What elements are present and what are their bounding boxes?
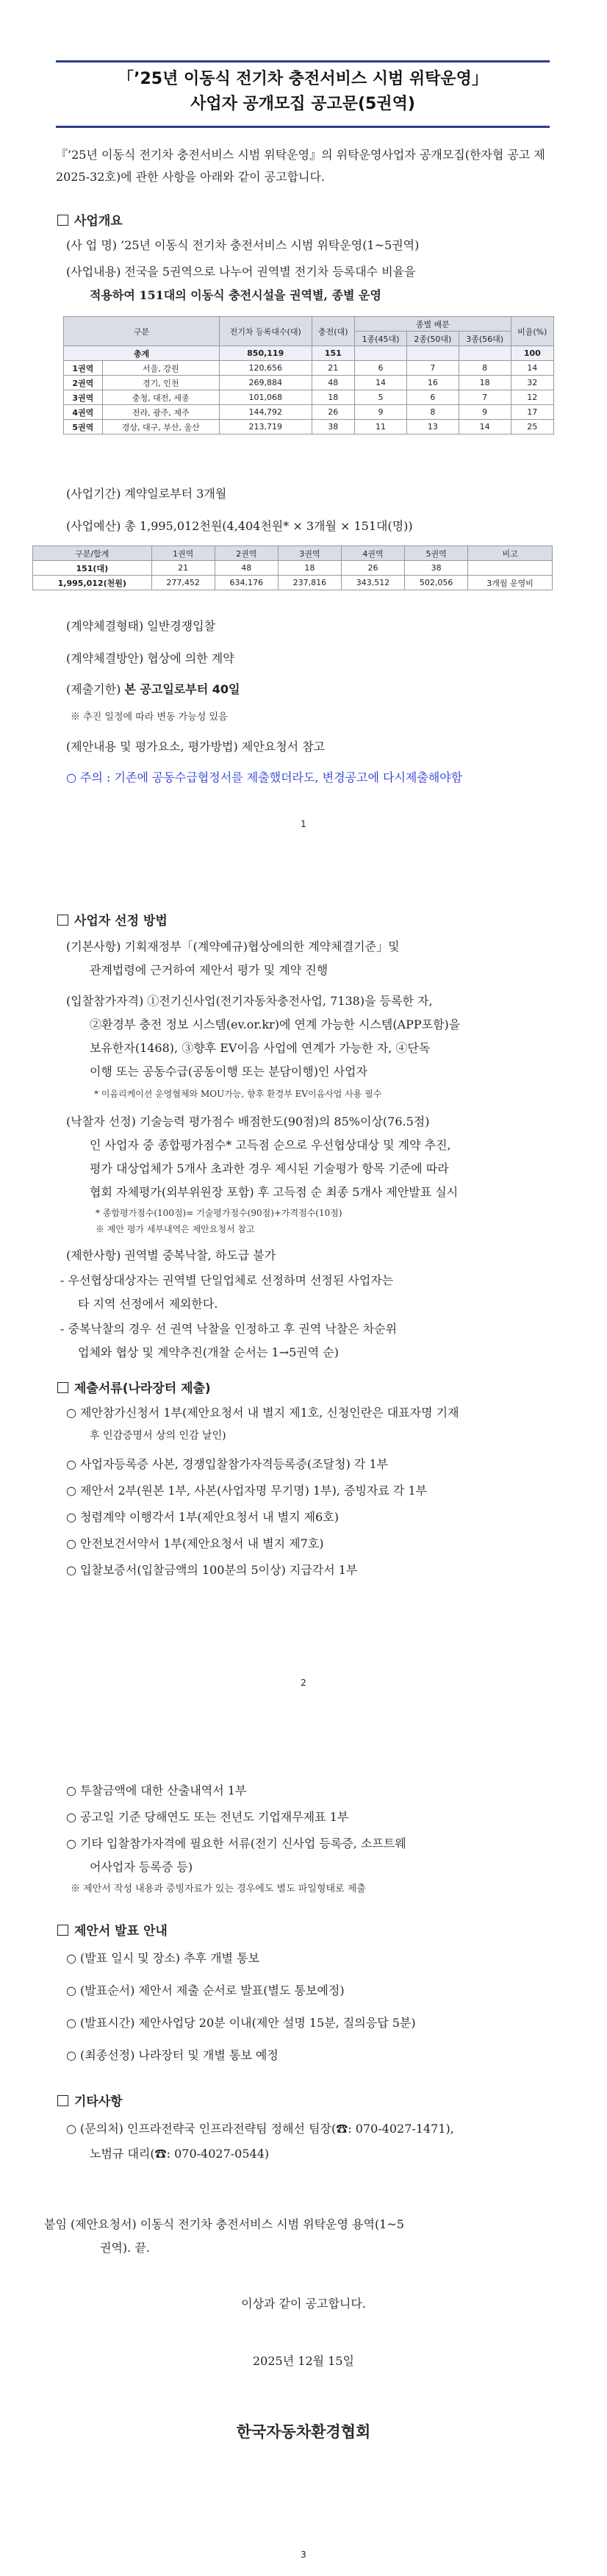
section-documents-heading: 제출서류(나라장터 제출) (57, 1378, 211, 1396)
project-period: (사업기간) 계약일로부터 3개월 (66, 487, 227, 501)
table-header: 4권역 (341, 546, 404, 561)
award-note1: * 종합평가점수(100점)= 기술평가점수(90점)+가격점수(10점) (96, 1208, 342, 1218)
closing-text: 이상과 같이 공고합니다. (241, 2297, 366, 2311)
table-row: 151(대) 21 48 18 26 38 (33, 561, 553, 576)
table-row: 총계 850,119 151 100 (64, 346, 554, 361)
award-line2: 인 사업자 중 종합평가점수* 고득점 순으로 우선협상대상 및 계약 추진, (90, 1138, 451, 1152)
table-header: 구분 (64, 317, 220, 346)
budget-table (32, 545, 553, 590)
table-header: 구분/합계 (33, 546, 152, 561)
doc-line: ○ 공고일 기준 당해연도 또는 전년도 기업재무제표 1부 (66, 1810, 349, 1824)
doc-note: ※ 제안서 작성 내용과 증빙자료가 있는 경우에도 별도 파일형태로 제출 (71, 1883, 366, 1895)
doc-line: ○ 투찰금액에 대한 산출내역서 1부 (66, 1783, 247, 1797)
doc-line: ○ 입찰보증서(입찰금액의 100분의 5이상) 지급각서 1부 (66, 1563, 358, 1577)
qual-line1: (입찰참가자격) ①전기신사업(전기자동차충전사업, 7138)을 등록한 자, (66, 994, 433, 1008)
doc-line: ○ 사업자등록증 사본, 경쟁입찰참가자격등록증(조달청) 각 1부 (66, 1457, 389, 1471)
table-row: 3권역 충청, 대전, 세종 101,068 18 5 6 7 12 (64, 390, 554, 405)
table-row: 1권역 서울, 강원 120,656 21 6 7 8 14 (64, 361, 554, 376)
organization-name: 한국자동차환경협회 (236, 2423, 371, 2441)
attachment-line2: 권역). 끝. (100, 2241, 150, 2255)
schedule-note: ※ 추진 일정에 따라 변동 가능성 있음 (71, 712, 228, 723)
page-number: 1 (301, 819, 306, 829)
title-box (56, 60, 550, 128)
title-line2: 사업자 공개모집 공고문(5권역) (190, 95, 415, 113)
table-header: 비고 (468, 546, 553, 561)
page-number: 3 (301, 2550, 306, 2560)
award-line3: 평가 대상업체가 5개사 초과한 경우 제시된 기술평가 항목 기준에 따라 (90, 1162, 449, 1176)
project-content-2: 적용하여 151대의 이동식 충전시설을 권역별, 종별 운영 (90, 288, 381, 302)
table-header: 비율(%) (511, 317, 553, 346)
table-header: 1권역 (151, 546, 215, 561)
deadline: (제출기한) 본 공고일로부터 40일 (66, 682, 240, 696)
table-subheader: 2종(50대) (406, 332, 459, 346)
section-overview-heading: 사업개요 (57, 210, 123, 229)
table-row: 4권역 전라, 광주, 제주 144,792 26 9 8 9 17 (64, 405, 554, 420)
limit-line: (제한사항) 권역별 중복낙찰, 하도급 불가 (66, 1248, 276, 1262)
limit-b1: - 중복낙찰의 경우 선 권역 낙찰을 인정하고 후 권역 낙찰은 차순위 (60, 1322, 398, 1336)
presentation-line: ○ (발표순서) 제안서 제출 순서로 발표(별도 통보예정) (66, 1983, 345, 1997)
section-selection-heading: 사업자 선정 방법 (57, 910, 168, 929)
qual-line3: 보유한자(1468), ③향후 EV이음 사업에 연계가 가능한 자, ④단독 (90, 1041, 431, 1055)
qual-note: * 이음리케이션 운영협체와 MOU가능, 향후 환경부 EV이음사업 사용 필수 (94, 1089, 382, 1099)
table-subheader: 3종(56대) (459, 332, 511, 346)
checkbox-square-icon (57, 1925, 68, 1936)
doc-line: 어사업자 등록증 등) (90, 1860, 193, 1874)
presentation-line: ○ (발표시간) 제안사업당 20분 이내(제안 설명 15분, 질의응답 5분) (66, 2016, 416, 2030)
contract-method: (계약체결방안) 협상에 의한 계약 (66, 651, 234, 665)
limit-a2: 타 지역 선정에서 제외한다. (78, 1297, 218, 1311)
doc-line: ○ 기타 입찰참가자격에 필요한 서류(전기 신사업 등록증, 소프트웨 (66, 1836, 406, 1850)
table-row: 1,995,012(천원) 277,452 634,176 237,816 343,512 502,056 3개월 운영비 (33, 576, 553, 590)
project-content-1: (사업내용) 전국을 5권역으로 나누어 권역별 전기차 등록대수 비율을 (66, 265, 416, 279)
title-line1: 「’25년 이동식 전기차 충전서비스 시범 위탁운영」 (118, 70, 488, 88)
region-table (63, 316, 554, 434)
project-budget: (사업예산) 총 1,995,012천원(4,404천원* × 3개월 × 151대(명)) (66, 519, 413, 533)
basic-line1: (기본사항) 기획재정부「(계약예규)협상에의한 계약체결기준」및 (66, 940, 400, 954)
table-header: 3권역 (278, 546, 341, 561)
checkbox-square-icon (57, 2095, 68, 2106)
announcement-date: 2025년 12월 15일 (253, 2354, 354, 2368)
project-name: (사 업 명) ’25년 이동식 전기차 충전서비스 시범 위탁운영(1~5권역) (66, 238, 420, 252)
doc-line: 후 인감증명서 상의 인감 날인) (90, 1430, 226, 1442)
doc-line: ○ 청렴계약 이행각서 1부(제안요청서 내 별지 제6호) (66, 1510, 339, 1524)
page-number: 2 (301, 1678, 306, 1688)
table-header: 종별 배분 (355, 317, 511, 332)
table-header: 2권역 (215, 546, 278, 561)
table-row: 5권역 경상, 대구, 부산, 울산 213,719 38 11 13 14 25 (64, 420, 554, 434)
table-row: 2권역 경기, 인천 269,884 48 14 16 18 32 (64, 376, 554, 390)
section-other-heading: 기타사항 (57, 2091, 123, 2109)
presentation-line: ○ (최종선정) 나라장터 및 개별 통보 예정 (66, 2048, 279, 2062)
checkbox-square-icon (57, 915, 68, 926)
section-presentation-heading: 제안서 발표 안내 (57, 1920, 168, 1939)
award-line4: 협회 자체평가(외부위원장 포함) 후 고득점 순 최종 5개사 제안발표 실시 (90, 1185, 459, 1199)
presentation-line: ○ (발표 일시 및 장소) 추후 개별 통보 (66, 1951, 259, 1965)
contact-line1: ○ (문의처) 인프라전략국 인프라전략팀 정해선 팀장(☎: 070-4027-1471), (66, 2122, 454, 2136)
limit-a1: - 우선협상대상자는 권역별 단일업체로 선정하며 선정된 사업자는 (60, 1273, 394, 1287)
table-header: 전기차 등록대수(대) (219, 317, 312, 346)
proposal-content: (제안내용 및 평가요소, 평가방법) 제안요청서 참고 (66, 740, 326, 754)
intro-paragraph: 『’25년 이동식 전기차 충전서비스 시범 위탁운영』의 위탁운영사업자 공개모집(한자협 공고 제2025-32호)에 관한 사항을 아래와 같이 공고합니다. (56, 148, 545, 184)
attachment-line1: 붙임 (제안요청서) 이동식 전기차 충전서비스 시범 위탁운영 용역(1~5 (44, 2217, 404, 2231)
doc-line: ○ 제안참가신청서 1부(제안요청서 내 별지 제1호, 신청인란은 대표자명 기재 (66, 1406, 459, 1420)
table-header: 5권역 (405, 546, 468, 561)
award-line1: (낙찰자 선정) 기술능력 평가점수 배점한도(90점)의 85%이상(76.5점) (66, 1115, 430, 1128)
checkbox-square-icon (57, 1382, 68, 1393)
doc-line: ○ 제안서 2부(원본 1부, 사본(사업자명 무기명) 1부), 증빙자료 각 1부 (66, 1484, 428, 1498)
table-header: 충전(대) (312, 317, 355, 346)
caution-note: ○ 주의 : 기존에 공동수급협정서를 제출했더라도, 변경공고에 다시제출해야함 (66, 770, 463, 784)
basic-line2: 관계법령에 근거하여 제안서 평가 및 계약 진행 (90, 963, 328, 977)
contact-line2: 노범규 대리(☎: 070-4027-0544) (90, 2147, 270, 2161)
award-note2: ※ 제안 평가 세부내역은 제안요청서 참고 (96, 1224, 255, 1234)
checkbox-square-icon (57, 215, 68, 226)
doc-line: ○ 안전보건서약서 1부(제안요청서 내 별지 제7호) (66, 1536, 324, 1550)
qual-line4: 이행 또는 공동수급(공동이행 또는 분담이행)인 사업자 (90, 1065, 367, 1078)
contract-type: (계약체결형태) 일반경쟁입찰 (66, 619, 216, 633)
limit-b2: 업체와 협상 및 계약추진(개찰 순서는 1→5권역 순) (78, 1345, 339, 1359)
qual-line2: ②환경부 충전 정보 시스템(ev.or.kr)에 연계 가능한 시스템(APP포함)을 (90, 1017, 461, 1031)
table-subheader: 1종(45대) (355, 332, 407, 346)
